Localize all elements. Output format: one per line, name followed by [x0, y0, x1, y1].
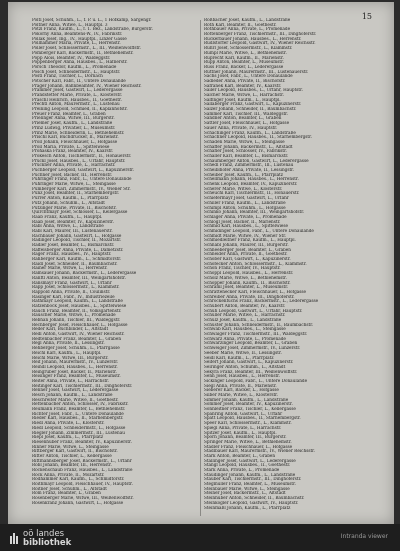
directory-entry: Schneider Anna, Private, II., Goethestr.	[204, 252, 288, 257]
left-column	[32, 18, 202, 518]
directory-entry: Putzinger Marie, Private, II., Bischofstr.	[32, 205, 117, 210]
directory-entry: Sallaberger Franz, Gastwirt, L., Kapuzinerstr.	[204, 102, 302, 107]
directory-entry: Rauscher Marie, Witwe, L., Promenade	[32, 313, 116, 318]
directory-entry: Prischl Karl, Buchdrucker, II., Marienstr.	[32, 135, 119, 140]
directory-entry: Stauber Karl, Tischlermstr., III., Dinghoferstr.	[204, 477, 302, 482]
directory-entry: Stark Anna, Private, L., Promenade	[204, 468, 280, 472]
directory-entry: Ratzenböck Josef, Hausbes., L., Spittelwiese	[32, 303, 127, 308]
directory-entry: Schinko Johann, Beamter, III., Weingartshofstr.	[204, 210, 305, 215]
directory-entry: Schreiber Anna, Private, III., Dinghoferstr.	[204, 294, 295, 299]
directory-entry: Reindl Leopold, Hausbes., L., Herrenstr.	[32, 364, 118, 369]
directory-entry: Schulz Josef, Kaufm., L., Landstraße	[204, 318, 282, 322]
directory-entry: Schröckenfuchs Franz, Bäckermstr., L., Lederergasse	[204, 299, 319, 304]
directory-entry: Pröll Johann, Fleischhauer, L., Hofgasse	[32, 139, 118, 144]
directory-entry: Scholz Marie, Witwe, L., Bethlehemstr.	[204, 275, 287, 280]
directory-entry: Reitinger Karl, Tischlermstr., III., Dinghoferstr.	[32, 383, 133, 388]
directory-entry: Quirchtmayr Josef, Schlosser, L., Kellergasse	[32, 210, 128, 215]
directory-entry: Punz Josef, Beamter, II., Starhembergstr.	[32, 191, 120, 196]
directory-entry: Schöppl Leopold, Hausbes., L., Herrenstr.	[204, 271, 294, 276]
directory-entry: Praschl Heinrich, Hausbes., II., Goethestr.	[32, 97, 122, 102]
directory-entry: Seiringer Anton, Schuhm., L., Altstadt	[204, 364, 286, 369]
directory-entry: Schuh Leopold, Gastwirt, L., Urfahr, Hauptstr.	[204, 308, 303, 313]
directory-entry: Raab Josef, Beamter, IV., Kapuzinerstr.	[32, 219, 114, 224]
directory-entry: Preuer Franz, Beamter, L., Graben	[32, 111, 106, 116]
directory-entry: Schafler Josef, Schlosser, IV., Fabrikstr.	[204, 149, 287, 154]
directory-entry: Schwarzinger Leopold, Beamter, L., Graben	[204, 341, 298, 346]
directory-entry: Schwarz Anna, Private, L., Promenade	[204, 336, 286, 341]
directory-entry: Prückl Josef, Hausbes., L., Urfahr, Hauptstr.	[32, 158, 126, 163]
directory-entry: Schwaiger Franz, Tischlermstr., III., Waldeggstr.	[204, 332, 308, 337]
directory-entry: Schlögl Josef, Bäcker, II., Marienstr.	[204, 219, 281, 224]
directory-entry: Redl Anton, Gastwirt, IV., Wiener Reichsstr.	[32, 332, 125, 337]
directory-entry: Puchberger Leopold, Gastwirt, L., Kapuzinerstr.	[32, 168, 135, 172]
directory-entry: Spiegl Anna, Private, L., Harrachstr.	[204, 425, 282, 430]
directory-entry: Scheiber Josef, Kaufm., L., Pfarrplatz	[204, 172, 283, 177]
directory-entry: Reder Karl, Buchbinder, L., Altstadt	[32, 327, 109, 332]
directory-entry: Scheuchl Karl, Tischlermstr., II., Honauerstr.	[204, 191, 300, 196]
directory-entry: Rabl Anna, Witwe, L., Landstraße	[32, 224, 104, 229]
right-column	[204, 18, 374, 518]
directory-entry: Prohaska Franz, Beamter, IV., Kaarstr.	[32, 149, 114, 154]
directory-entry: Prandstetter Marie, Private, L., Klosterstr.	[32, 93, 123, 97]
directory-entry: Steinhuber Anton, Schneider, II., Baumbachstr.	[204, 496, 305, 501]
directory-entry: Schuller Marie, Witwe, L., Harrachstr.	[204, 313, 286, 318]
directory-entry: Reschreiter Marie, Witwe, II., Goethestr.	[32, 397, 119, 402]
directory-entry: Schneeberger Josef, Beamter, L., Graben	[204, 247, 291, 252]
viewer-footer	[0, 524, 400, 551]
directory-entry: Renner Josef, Gastwirt, L., Lederergasse	[32, 388, 119, 393]
directory-entry: Riepl Josef, Kaufm., L., Pfarrplatz	[32, 435, 104, 440]
directory-entry: Pokorny Anna, Beamtens-W., IV., Fabrikstr.	[32, 32, 123, 37]
directory-entry: Ranftl Anton, Beamter, III., Weingartshofstr.	[32, 275, 126, 280]
directory-entry: Riesenhuber Franz, Beamter, IV., Kapuzinerstr.	[32, 439, 132, 444]
directory-entry: Sauer Anna, Private, IV., Hauptstr.	[204, 125, 278, 130]
directory-entry: Raab Franz, Kaufm., L., Hauptpl.	[32, 214, 103, 219]
directory-entry: Rödhammer Karl, Kaufm., L., Schmidtorstr.	[32, 477, 125, 482]
directory-entry: Pühringer Franz, Fabr., L., Untere Donaulände	[32, 177, 132, 182]
directory-entry: Pöltl Josef, Schuhm., L., f. P. u. L., 1 Hofkamp, Sargengr.	[32, 18, 152, 22]
directory-entry: Rachbauer Johann, Gastwirt, L., Hofgasse	[32, 233, 122, 238]
directory-entry: Ramsauer Johann, Bäckermstr., L., Lederergasse	[32, 271, 137, 276]
directory-entry: Ruprecht Karl, Kaufm., II., Marienstr.	[204, 55, 284, 60]
directory-entry: Pötzl Franz, Kaufm., L., f. 1. Bez., Landstraße, Bürgerstr.	[32, 27, 154, 32]
directory-entry: Silber Marie, Witwe, L., Klosterstr.	[204, 393, 279, 397]
directory-entry: Seidl Karl, Kaufm., L., Pfarrplatz	[204, 355, 274, 360]
directory-entry: Schmidt Marie, Witwe, IV., Wiener Str.	[204, 233, 287, 238]
directory-entry: Poppenberger Anna, Hausbes., L., Hafnerstr.	[32, 60, 128, 65]
directory-entry: Rupp Anton, Beamter, L., Museumstr.	[204, 60, 284, 65]
directory-entry: Pomberger Karl, Bäckermstr., II., Bethlehemstr.	[32, 50, 134, 55]
directory-entry: Schopper Johann, Kaufm., II., Bischofstr.	[204, 280, 291, 285]
directory-entry: Schimpl Anton, Schuhm., L., Hofgasse	[204, 205, 286, 210]
directory-entry: Rabl Karl, Maurer, III., Lustenauerstr.	[32, 228, 113, 233]
directory-entry: Rager Franz, Hausbes., IV., Hauptstr.	[32, 252, 112, 257]
directory-entry: Rosenkranz Johann, Gastwirt, L., Hofgasse	[32, 500, 124, 505]
directory-entry: Spatt Leopold, Hausbes., II., Starhembergstr.	[204, 416, 301, 421]
directory-entry: Stadler Franz, Fleischhauer, L., Hofgasse	[204, 444, 293, 449]
directory-entry: Reumann Franz, Beamter, L., Bethlehemstr.	[32, 407, 126, 412]
directory-entry: Popp Alois, Beamter, IV., Waldeggstr.	[32, 55, 111, 60]
directory-entry: Scherer Marie, Witwe, L., Klosterstr.	[204, 186, 283, 191]
directory-entry: Rehberger Josef, Schuhm., L., Pfarrgasse	[32, 346, 120, 351]
directory-entry: Pröll Maria, Private, L., Spittelwiese	[32, 144, 110, 149]
directory-entry: Ruttner Johann, Maurermstr., III., Lustenauerstr.	[204, 69, 309, 74]
directory-entry: Sammer Karl, Tischler, III., Waldeggstr.	[204, 111, 289, 116]
directory-entry: Roth Karl, Beamter, II., Goethestr.	[204, 22, 277, 27]
directory-entry: Sieberer Karl, Bäcker, L., Hofgasse	[204, 388, 279, 393]
directory-entry: Robl Johann, Beamter, III., Herrenstr.	[32, 463, 112, 468]
viewer-label[interactable]: Intranda viewer	[340, 533, 388, 540]
directory-entry: Roithmayr Leopold, Fleischhauer, IV., Hauptstr.	[32, 482, 133, 487]
logo-text-bottom: bibliothek	[23, 538, 72, 548]
directory-entry: Seifert Johann, Gastwirt, L., Kapuzinerstr.	[204, 360, 294, 365]
directory-entry: Stadlbauer Karl, Maurermstr., IV., Wiener Reichsstr.	[204, 449, 316, 454]
directory-entry: Spanring Anton, Gastwirt, L., Urfahr	[204, 411, 283, 416]
directory-entry: Spitzer Josef, Kaufm., L., Hauptpl.	[204, 430, 277, 435]
directory-entry: Salzer Johann, Schneider, II., Baumbachstr.	[204, 107, 297, 112]
column-divider	[200, 20, 201, 516]
directory-entry: Rockenschaub Franz, Hausbes., L., Landstraße	[32, 468, 133, 472]
directory-entry: Roitner Josef, Schuhm., L., Altstadt	[32, 486, 107, 491]
directory-entry: Speer Karl, Schlossermstr., L., Klammstr.	[204, 421, 292, 426]
directory-entry: Stegmüller Franz, Beamter, L., Museumstr.	[204, 482, 296, 487]
directory-entry: Schellmann Johann, Hausbes., L., Herrenstr.	[204, 177, 299, 182]
directory-entry: Reiter Anna, Private, L., Harrachstr.	[32, 378, 110, 383]
directory-entry: Pühringer Marie, Witwe, L., Steingasse	[32, 182, 116, 187]
directory-entry: Rathmayr Leopold, Kaufm., L., Landstraße	[32, 299, 123, 304]
directory-entry: Priemer Josef, Kaufm., L., Landstraße	[32, 121, 113, 126]
directory-entry: Rauch Franz, Beamter, II., Volksgartenstr.	[32, 308, 122, 313]
directory-entry: Schweiger Josef, Zimmermstr., IV., Lunzerstr.	[204, 346, 301, 351]
directory-entry: Sekyra Franz, Beamter, III., Weißenwolffstr.	[204, 369, 298, 374]
directory-entry: Rechberger Josef, Fleischhauer, L., Hofgasse	[32, 322, 128, 327]
directory-entry: Postl Franz, Tischler, L., Dornach	[32, 74, 103, 79]
directory-entry: Schaffer Johann, Bäckermstr., L., Altstadt	[204, 144, 293, 149]
directory-entry: Stärk Anton, Beamter, L., Graben	[204, 453, 276, 458]
directory-entry: Purrer Anton, Kaufm., L., Pfarrplatz	[32, 196, 109, 201]
directory-entry: Pöltner Anna, Witwe, L., Hauptpl. 3	[32, 22, 108, 27]
directory-entry: Schiefermayr Josef, Gastwirt, L., Urfahr	[204, 196, 289, 201]
directory-entry: Prager Johann, Bahnbeamter, IV., Wiener Reichsstr.	[32, 83, 142, 88]
directory-entry: Salfinger Josef, Kaufm., L., Hauptpl.	[204, 97, 281, 102]
directory-entry: Schnabl Johann, Maurer, III., Bürgerstr.	[204, 243, 289, 247]
directory-entry: Schmid Karl, Hausbes., L., Spittelwiese	[204, 224, 289, 229]
directory-entry: Porsch Theodor, Kaufm., L., Promenade	[32, 64, 117, 69]
directory-entry: Preining Leopold, Schmied, II., Kaplanhofstr.	[32, 107, 128, 112]
directory-entry: Rumpl Marie, Witwe, L., Bethlehemstr.	[204, 50, 287, 55]
directory-entry: Schaden Marie, Witwe, L., Steingasse	[204, 139, 285, 144]
directory-entry: Rosenberger Marie, Witwe, III., Weißenwolffstr.	[32, 496, 134, 501]
directory-entry: Rom Franz, Beamter, L., Graben	[32, 491, 101, 496]
directory-entry: Sommer Josef, Beamter, IV., Kapuzinerstr.	[204, 402, 293, 407]
directory-entry: Schöfecker Anton, Schlossermstr., L., Klammstr.	[204, 261, 307, 266]
directory-entry: Schachinger Franz, Kaufm., L., Landstraße	[204, 130, 296, 135]
directory-entry: Rettenbacher Anton, Schlosser, IV., Fabrikstr.	[32, 402, 129, 407]
directory-entry: Raidl Josef, Schneider, II., Baumbachstr.	[32, 261, 118, 266]
directory-entry: Pötscher Karl, Fabr., II., Untere Donaulände	[32, 78, 126, 83]
directory-entry: Schlager Anna, Private, L., Promenade	[204, 214, 287, 219]
directory-entry: Staudinger Johann, Kaufm., L., Landstraße	[204, 472, 296, 477]
directory-entry: Riedl Anna, Private, L., Klosterstr.	[32, 421, 105, 426]
directory-entry: Rothbauer Anna, Private, L., Promenade	[204, 27, 291, 32]
directory-entry: Schwab Karl, Hausbes., L., Steingasse	[204, 327, 286, 332]
directory-entry: Schubert Anton, Beamter, IV., Kaarstr.	[204, 303, 286, 308]
directory-entry: Russ Franz, Bäcker, L., Lederergasse	[204, 64, 284, 69]
logo-text-top: oö landes	[23, 529, 65, 539]
directory-entry: Resch Johann, Kaufm., L., Landstraße	[32, 393, 113, 397]
directory-entry: Röck Anna, Private, II., Mozartstr.	[32, 472, 105, 477]
directory-entry: Putz Johann, Schuhm., L., Altstadt	[32, 200, 105, 205]
directory-entry: Schrattenecker Karl, Fleischhauer, L., Hofgasse	[204, 289, 307, 294]
directory-entry: Rieder Karl, Hausbes., II., Starhembergstr.	[32, 416, 124, 421]
directory-entry: Reichl Marie, Witwe, III., Bürgerstr.	[32, 355, 109, 360]
directory-entry: Riedl Leopold, Schneidermstr., L., Hofgasse	[32, 425, 126, 430]
library-logo-icon	[10, 532, 20, 544]
directory-entry: Reif Johann, Maurermstr., IV., Lunzerstr.	[32, 360, 119, 365]
directory-entry: Rinner Marie, Witwe, L., Steingasse	[32, 444, 109, 449]
directory-entry: Richter Josef, Fabr., L., Untere Donaulände	[32, 411, 124, 416]
directory-entry: Rainer Marie, Witwe, L., Herrenstr.	[32, 266, 108, 271]
directory-entry: Schraml Josef, Beamter, L., Museumstr.	[204, 285, 289, 290]
directory-entry: Schaumberger Anton, Gastwirt, L., Lederergasse	[204, 158, 309, 163]
directory-entry: Schön Franz, Tischler, IV., Hauptstr.	[204, 266, 281, 271]
directory-entry: Steiner Josef, Bäckermstr., L., Altstadt	[204, 491, 286, 496]
directory-entry: Siegl Anna, Private, II., Marienstr.	[204, 383, 277, 388]
directory-entry: Scheiblhofer Anna, Private, II., Lessingstr.	[204, 168, 295, 172]
directory-entry: Stangl Leopold, Hausbes., II., Goethestr.	[204, 463, 291, 468]
directory-entry: Prechtl Anton, Maurermstr., L., Lustenau	[32, 102, 120, 107]
directory-entry: Prinz Marie, Schneiderin, L., Bethlehemstr.	[32, 130, 125, 135]
directory-entry: Rebhan Johann, Tischler, III., Waldeggstr.	[32, 318, 121, 322]
directory-entry: Steinmaßl Johann, Kaufm., L., Pfarrplatz	[204, 505, 291, 510]
directory-entry: Puchner Josef, Bäcker, III., Herrenstr.	[32, 172, 113, 177]
scanned-page	[8, 2, 394, 524]
directory-entry: Rasinger Karl, Fabr., IV., Industriezeile	[32, 294, 115, 299]
directory-entry: Sachs Josef, Fabr., L., Untere Donaulände	[204, 74, 293, 79]
directory-entry: Pruckner Anna, Private, L., Harrachstr.	[32, 163, 116, 168]
directory-entry: Schiller Franz, Kaufm., L., Landstraße	[204, 200, 286, 205]
directory-entry: Schenk Leopold, Beamter, IV., Kapuzinerstr.	[204, 182, 298, 187]
directory-entry: Springer Marie, Witwe, L., Bethlehemstr.	[204, 439, 292, 444]
directory-entry: Rahberger Karl, Kaufm., L., Schmidtorstr.	[32, 257, 122, 262]
directory-entry: Sporn Johann, Beamter, III., Bürgerstr.	[204, 435, 287, 440]
directory-entry: Simmer Johann, Kaufm., L., Landstraße	[204, 397, 289, 402]
directory-entry: Rappold Anna, Private, II., Coulinstr.	[32, 289, 111, 294]
directory-entry: Rudlstorfer Leopold, Gastwirt, IV., Wiener Reichsstr.	[204, 41, 316, 46]
directory-entry: Sattler Josef, Fleischhauer, L., Hofgasse	[204, 121, 290, 126]
directory-entry: Reichl Karl, Kaufm., L., Hauptpl.	[32, 350, 102, 355]
directory-entry: Radler Josef, Beamter, L., Bismarckstr.	[32, 243, 115, 247]
directory-entry: Reisinger Franz, Beamter, L., Museumstr.	[32, 374, 121, 379]
directory-entry: Schedl Franz, Zimmermstr., III., Lustenau	[204, 163, 294, 168]
directory-entry: Rittberger Karl, Gastwirt, II., Bischofstr.	[32, 449, 118, 454]
directory-entry: Rührl Josef, Schlossermstr., L., Klammstr.	[204, 46, 293, 51]
directory-entry: Prinz Ludwig, Privatier, L., Museumstr.	[32, 125, 116, 130]
directory-entry: Ritter Anton, Tischler, L., Kellergasse	[32, 453, 112, 458]
directory-entry: Ransmayr Franz, Gastwirt, L., Urfahr	[32, 280, 112, 285]
directory-entry: Posch Josef, Schneidermstr., L., Hauptstr.	[32, 69, 121, 74]
directory-entry: Ruckerbauer Johann, Hausbes., L., Herrenstr.	[204, 36, 302, 41]
directory-entry: Steinkogler Leopold, Gastwirt, IV., Hauptstr.	[204, 500, 299, 505]
page-number: 15	[361, 12, 372, 21]
directory-entry: Stallinger Josef, Gastwirt, L., Lederergasse	[204, 458, 296, 463]
directory-entry: Riegler Johann, Zimmermstr., III., Lustenau	[32, 430, 125, 435]
directory-entry: Schaller Karl, Beamter, L., Bismarckstr.	[204, 153, 289, 158]
directory-entry: Pollak Josef, Ing., IV., Hauptpl., Linzer Gasse	[32, 36, 127, 41]
directory-entry: Redtenbacher Franz, Beamter, L., Graben	[32, 336, 122, 341]
directory-entry: Rapp Josef, Schlossermstr., L., Klammstr.	[32, 285, 120, 290]
directory-entry: Senn Josef, Hausbes., L., Herrenstr.	[204, 374, 281, 379]
directory-entry: Steinbauer Marie, Witwe, L., Steingasse	[204, 486, 290, 491]
directory-entry: Safranek Karl, Beamter, IV., Kaarstr.	[204, 83, 282, 88]
directory-entry: Pollhammer Maria, Private, L., Herrenstr.	[32, 41, 121, 46]
directory-entry: Sonnleitner Franz, Tischler, L., Kellergasse	[204, 407, 296, 412]
directory-entry: Schober Karl, Gastwirt, L., Kapuzinerstr.	[204, 257, 291, 262]
directory-entry: Regl Anna, Private, II., Lessingstr.	[32, 341, 105, 346]
directory-entry: Prielinger Anna, Witwe, III., Bürgerstr.	[32, 116, 115, 121]
directory-entry: Raffelsberger Anna, Private, L., Dametzstr.	[32, 247, 124, 252]
directory-entry: Sadleder Anna, Private, II., Bischofstr.	[204, 78, 286, 83]
directory-entry: Poller Josef, Schlossermstr., L., III., Weißenwolffstr.	[32, 46, 142, 51]
directory-entry: Pumberger Karl, Zimmermstr., IV., Wiener Str.	[32, 186, 131, 191]
directory-entry: Rittmannsberger Josef, Bäckermstr., L., Urfahr	[32, 458, 132, 463]
directory-entry: Prokesch Anton, Tischlermstr., II., Honauerstr.	[32, 153, 132, 158]
directory-entry: Reingruber Josef, Bäcker, II., Marienstr.	[32, 369, 117, 374]
directory-entry: Rottenberger Franz, Tischlermstr., III., Dinghoferstr.	[204, 32, 317, 37]
directory-entry: Sailer Leopold, Hausbes., L., Urfahr, Hauptstr.	[204, 88, 303, 93]
directory-entry: Schachner Leopold, Hausbes., II., Starhembergstr.	[204, 135, 312, 140]
directory-entry: Sandner Anton, Beamter, L., Graben	[204, 116, 282, 121]
directory-entry: Salcher Marie, Witwe, L., Harrachstr.	[204, 93, 284, 97]
directory-entry: Schmiedleitner Franz, Kaufm., L., Hauptpl.	[204, 238, 296, 243]
directory-entry: Schuster Johann, Schneidermstr., II., Baumbachstr.	[204, 322, 314, 327]
directory-entry: Prammer Josef, Gastwirt, L., Lederergasse	[32, 88, 123, 93]
directory-entry: Seeber Marie, Witwe, II., Lessingstr.	[204, 350, 282, 355]
directory-entry: Roßbacher Josef, Kaufm., L., Landstraße	[204, 18, 291, 22]
directory-entry: Schmidinger Leopold, Fabr., L., Untere Donaulände	[204, 228, 314, 233]
directory-entry: Sickinger Leopold, Fabr., L., Untere Donaulände	[204, 378, 308, 383]
directory-entry: Radinger Leopold, Tischler, II., Mozartstr.	[32, 238, 122, 243]
